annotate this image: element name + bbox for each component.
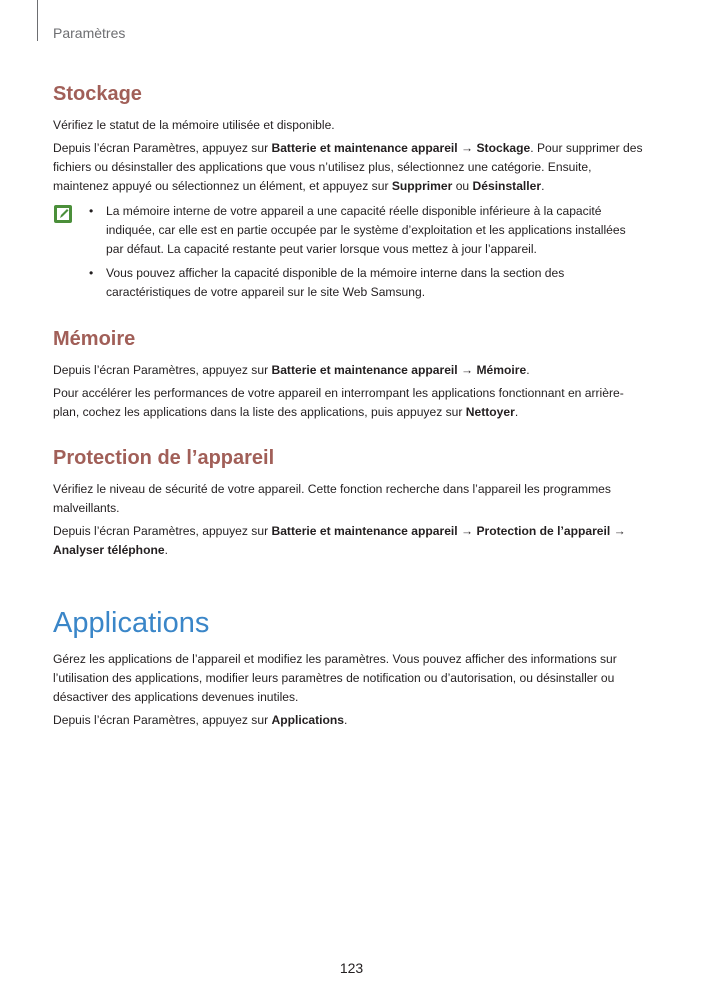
note-pencil-icon xyxy=(53,204,73,224)
section-title-memoire: Mémoire xyxy=(53,328,136,350)
section-title-protection: Protection de l’appareil xyxy=(53,447,275,469)
protection-instructions: Depuis l’écran Paramètres, appuyez sur Batterie et maintenance appareil → Protection de l’appareil → Analyser téléphone. xyxy=(53,524,626,557)
header-title: Paramètres xyxy=(53,25,126,41)
memoire-instructions: Depuis l’écran Paramètres, appuyez sur Batterie et maintenance appareil → Mémoire. xyxy=(53,363,530,377)
page-content xyxy=(53,80,643,734)
section-title-stockage: Stockage xyxy=(53,83,142,105)
stockage-instructions: Depuis l’écran Paramètres, appuyez sur Batterie et maintenance appareil → Stockage. Pour supprimer des fichiers ou désinstaller des applications que vous n’utilisez plus, sélectionnez une catégorie. Ensuite, maintenez appuyé ou sélectionnez un élément, et appuyez sur Supprimer ou Désinstaller. xyxy=(53,141,643,193)
protection-intro: Vérifiez le niveau de sécurité de votre appareil. Cette fonction recherche dans l’appareil les programmes malveillants. xyxy=(53,482,611,515)
header-rule xyxy=(37,0,38,41)
applications-instructions: Depuis l’écran Paramètres, appuyez sur Applications. xyxy=(53,713,348,727)
page-number: 123 xyxy=(339,960,364,976)
note-item: • La mémoire interne de votre appareil a une capacité réelle disponible inférieure à la capacité indiquée, car elle est en partie occupée par le système d’exploitation et les applications installées par défaut. La capacité restante peut varier lorsque vous mettez à jour l’appareil. xyxy=(89,204,626,256)
note-block xyxy=(53,202,643,302)
note-item: • Vous pouvez afficher la capacité disponible de la mémoire interne dans la section des caractéristiques de votre appareil sur le site Web Samsung. xyxy=(89,266,565,299)
chapter-title-applications: Applications xyxy=(53,607,210,639)
stockage-intro: Vérifiez le statut de la mémoire utilisée et disponible. xyxy=(53,118,335,132)
memoire-description: Pour accélérer les performances de votre appareil en interrompant les applications fonctionnant en arrière-plan, cochez les applications dans la liste des applications, puis appuyez sur Nettoyer. xyxy=(53,386,624,419)
applications-intro: Gérez les applications de l’appareil et modifiez les paramètres. Vous pouvez afficher des informations sur l’utilisation des applications, modifier leurs paramètres de notification ou d’autorisation, ou désinstaller ou désactiver des applications devenues inutiles. xyxy=(53,652,617,704)
